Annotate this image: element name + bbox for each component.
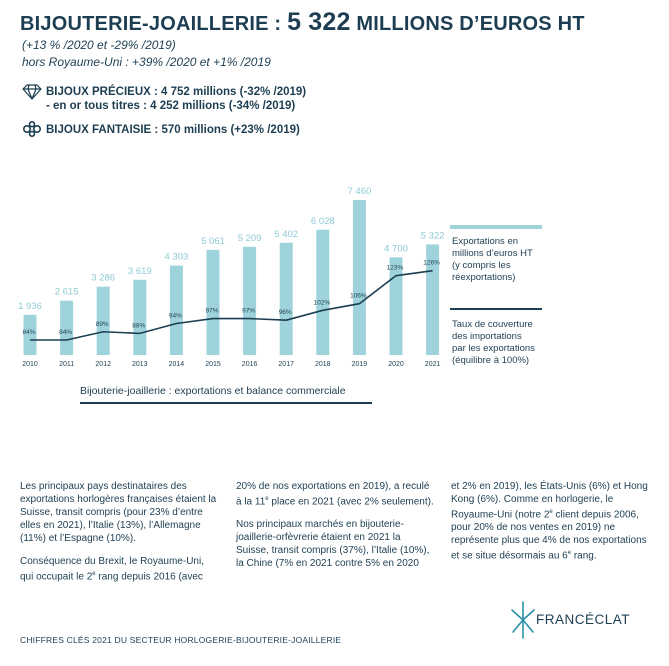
bar-value-label: 4 700 (384, 243, 408, 255)
col1-paragraph-1: Les principaux pays destinataires des exportations horlogères françaises étaient la Suisse, transit compris (pour 23% d’entre elles en 2021), l’Italie (13%), l’Allemagne (11%) et l’Espagne (10%). (20, 481, 217, 544)
bar-2017 (280, 243, 293, 355)
x-tick-label: 2019 (351, 361, 368, 368)
x-tick-label: 2012 (95, 361, 111, 368)
footer-text: CHIFFRES CLÉS 2021 DU SECTEUR HORLOGERIE-BIJOUTERIE-JOAILLERIE (20, 635, 342, 645)
x-tick-label: 2013 (132, 361, 148, 368)
bar-2015 (207, 250, 220, 355)
export-chart (0, 150, 669, 375)
diamond-icon (22, 84, 42, 100)
x-tick-label: 2018 (315, 361, 331, 368)
chart-caption: Bijouterie-joaillerie : exportations et balance commerciale (80, 385, 372, 404)
bar-value-label: 5 402 (274, 228, 299, 240)
subtitle-excl-uk: hors Royaume-Uni : +39% /2020 et +1% /2019 (22, 55, 271, 69)
col3-paragraph-1: et 2% en 2019), les États-Unis (6%) et Hong Kong (6%). Comme en horlogerie, le Royaume-Uni (notre 2e client depuis 2006, pour 20% de nos ventes en 2019) ne représente plus que 4% de nos exportations et se situe désormais au 6e rang. (451, 481, 648, 562)
text-column-2 (236, 480, 436, 580)
bar-2011 (60, 301, 73, 355)
line-value-label: 97% (242, 307, 256, 315)
line-value-label: 88% (132, 322, 146, 330)
line-value-label: 84% (22, 329, 36, 336)
bar-value-label: 5 061 (201, 235, 225, 247)
x-tick-label: 2011 (59, 361, 75, 368)
bar-2018 (316, 230, 329, 355)
linked-rings-icon (22, 121, 42, 137)
x-tick-label: 2015 (205, 361, 221, 368)
line-value-label: 123% (386, 264, 404, 272)
col1-paragraph-2: Conséquence du Brexit, le Royaume-Uni, qui occupait le 2e rang depuis 2016 (avec (20, 556, 204, 583)
line-value-label: 126% (423, 259, 440, 267)
bar-value-label: 5 322 (420, 230, 445, 242)
legend-bars-label: Exportations en millions d’euros HT (y compris les réexportations) (452, 236, 533, 283)
line-value-label: 89% (95, 320, 109, 328)
bar-value-label: 2 615 (54, 286, 79, 298)
precious-jewelry-line: BIJOUX PRÉCIEUX : 4 752 millions (-32% /2019) (46, 86, 307, 98)
title-prefix: BIJOUTERIE-JOAILLERIE : (20, 13, 282, 35)
title-suffix: MILLIONS D’EUROS HT (356, 13, 585, 35)
col2-paragraph-1: 20% de nos exportations en 2019), a reculé à la 11e place en 2021 (avec 2% seulement). (236, 481, 434, 508)
line-value-label: 106% (350, 292, 367, 300)
x-tick-label: 2016 (241, 361, 258, 368)
bar-value-label: 7 460 (347, 186, 372, 197)
bar-2016 (243, 247, 256, 355)
bar-value-label: 4 303 (164, 251, 189, 263)
bar-2020 (390, 257, 403, 355)
line-value-label: 84% (59, 329, 73, 336)
legend-line-swatch (450, 308, 542, 310)
x-tick-label: 2017 (278, 361, 294, 368)
bar-value-label: 3 286 (91, 272, 116, 284)
legend-line-label: Taux de couverture des importations par les exportations (équilibre à 100%) (452, 319, 535, 366)
subtitle-growth: (+13 % /2020 et -29% /2019) (22, 38, 176, 52)
bar-value-label: 3 619 (127, 265, 152, 277)
bar-value-label: 5 209 (237, 232, 262, 244)
bar-2014 (170, 266, 183, 355)
title-amount: 5 322 (287, 8, 351, 36)
x-tick-label: 2010 (22, 361, 38, 368)
text-column-3 (451, 480, 651, 573)
line-value-label: 96% (278, 309, 292, 317)
brand-name: FRANCÉCLAT (536, 612, 631, 627)
x-tick-label: 2020 (388, 361, 404, 368)
bar-2013 (133, 280, 146, 355)
fantasy-jewelry-line: BIJOUX FANTAISIE : 570 millions (+23% /2019) (46, 124, 300, 136)
bar-value-label: 6 028 (310, 215, 335, 227)
line-value-label: 102% (313, 299, 331, 307)
bar-value-label: 1 936 (18, 300, 42, 312)
col2-paragraph-2: Nos principaux marchés en bijouterie-joaillerie-orfèvrerie étaient en 2021 la Suisse, transit compris (37%), l’Italie (10%), la Chine (7% en 2021 contre 5% en 2020 (236, 519, 430, 570)
page-title (20, 8, 585, 37)
line-value-label: 97% (205, 307, 219, 315)
text-column-1 (20, 480, 220, 593)
gold-jewelry-line: - en or tous titres : 4 252 millions (-34% /2019) (46, 100, 296, 112)
legend-bar-swatch (450, 225, 542, 229)
x-tick-label: 2021 (424, 361, 441, 368)
line-value-label: 94% (168, 312, 182, 320)
bar-2019 (353, 200, 366, 355)
x-tick-label: 2014 (168, 361, 185, 368)
